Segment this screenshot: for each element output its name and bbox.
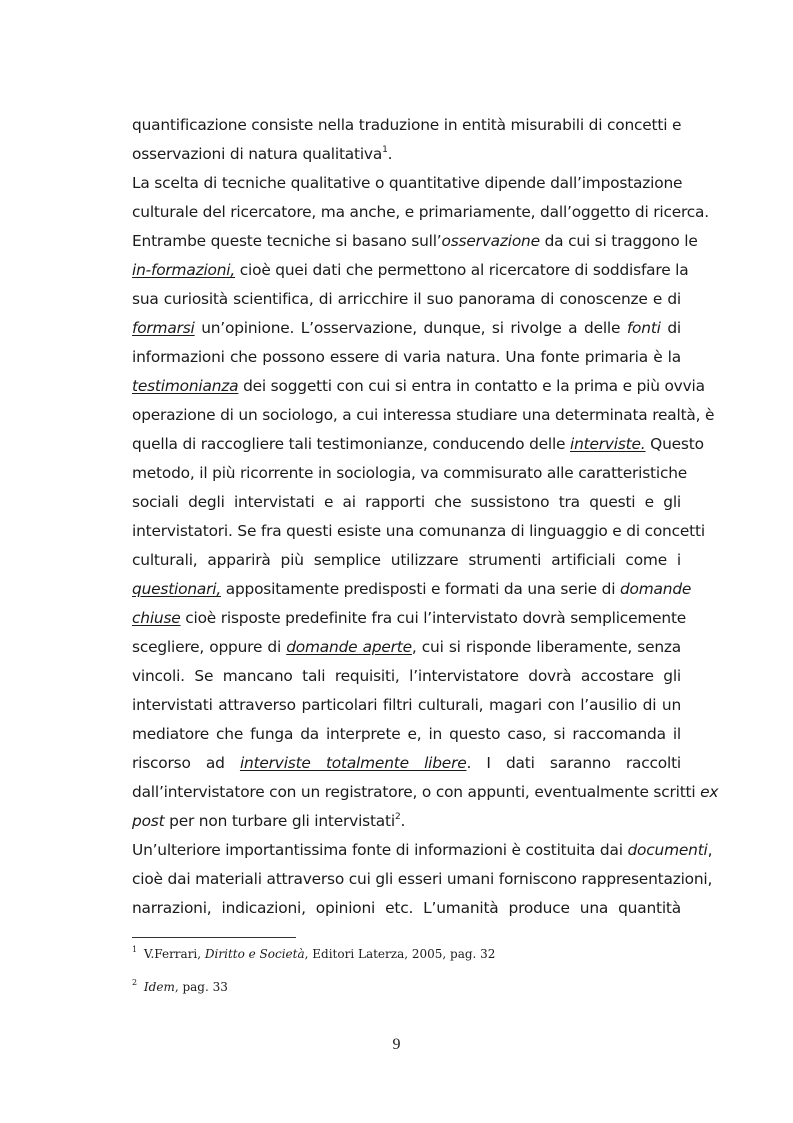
footnotes — [132, 944, 681, 997]
page-number: 9 — [392, 1036, 401, 1053]
text-line: operazione di un sociologo, a cui interessa studiare una determinata realtà, è — [132, 406, 715, 424]
footnote-separator — [132, 937, 296, 938]
text-line: dall’intervistatore con un registratore, o con appunti, eventualmente scritti ex — [132, 783, 719, 801]
text-line: Entrambe queste tecniche si basano sull’osservazione da cui si traggono le — [132, 232, 698, 250]
text-line: mediatore che funga da interprete e, in questo caso, si raccomanda il — [132, 725, 681, 743]
text-line: in-formazioni, cioè quei dati che permettono al ricercatore di soddisfare la — [132, 261, 689, 279]
text-line: culturale del ricercatore, ma anche, e primariamente, dall’oggetto di ricerca. — [132, 203, 709, 221]
text-line: metodo, il più ricorrente in sociologia, va commisurato alle caratteristiche — [132, 464, 688, 482]
text-line: quantificazione consiste nella traduzione in entità misurabili di concetti e — [132, 116, 682, 134]
text-line: intervistatori. Se fra questi esiste una comunanza di linguaggio e di concetti — [132, 522, 705, 540]
text-line: sua curiosità scientifica, di arricchire il suo panorama di conoscenze e di — [132, 290, 681, 308]
text-line: Un’ulteriore importantissima fonte di informazioni è costituita dai documenti, — [132, 841, 713, 859]
text-line: riscorso ad interviste totalmente libere. I dati saranno raccolti — [132, 754, 681, 772]
text-line: cioè dai materiali attraverso cui gli esseri umani forniscono rappresentazioni, — [132, 870, 713, 888]
footnote: $^1$ V.Ferrari, Diritto e Società, Editori Laterza, 2005, pag. 32 — [132, 945, 496, 961]
text-line: chiuse cioè risposte predefinite fra cui l’intervistato dovrà semplicemente — [132, 609, 687, 627]
text-line: formarsi un’opinione. L’osservazione, dunque, si rivolge a delle fonti di — [132, 319, 681, 337]
text-line: post per non turbare gli intervistati$^2$. — [132, 811, 406, 830]
body-text — [132, 111, 719, 923]
text-line: osservazioni di natura qualitativa$^1$. — [132, 144, 393, 163]
footnote-ref[interactable]: 2 — [394, 811, 401, 822]
text-line: La scelta di tecniche qualitative o quantitative dipende dall’impostazione — [132, 174, 683, 192]
text-line: culturali, apparirà più semplice utilizzare strumenti artificiali come i — [132, 551, 681, 569]
text-line: sociali degli intervistati e ai rapporti che sussistono tra questi e gli — [132, 493, 681, 511]
text-line: questionari, appositamente predisposti e formati da una serie di domande — [132, 580, 692, 598]
text-line: informazioni che possono essere di varia natura. Una fonte primaria è la — [132, 348, 681, 366]
text-line: vincoli. Se mancano tali requisiti, l’intervistatore dovrà accostare gli — [132, 667, 681, 685]
text-line: intervistati attraverso particolari filtri culturali, magari con l’ausilio di un — [132, 696, 681, 714]
text-line: testimonianza dei soggetti con cui si entra in contatto e la prima e più ovvia — [132, 377, 705, 395]
text-line: scegliere, oppure di domande aperte, cui si risponde liberamente, senza — [132, 638, 681, 656]
footnote: $^2$ Idem, pag. 33 — [132, 978, 228, 994]
text-line: quella di raccogliere tali testimonianze, conducendo delle interviste. Questo — [132, 435, 704, 453]
text-line: narrazioni, indicazioni, opinioni etc. L’umanità produce una quantità — [132, 899, 681, 917]
footnote-ref[interactable]: 1 — [382, 144, 388, 155]
